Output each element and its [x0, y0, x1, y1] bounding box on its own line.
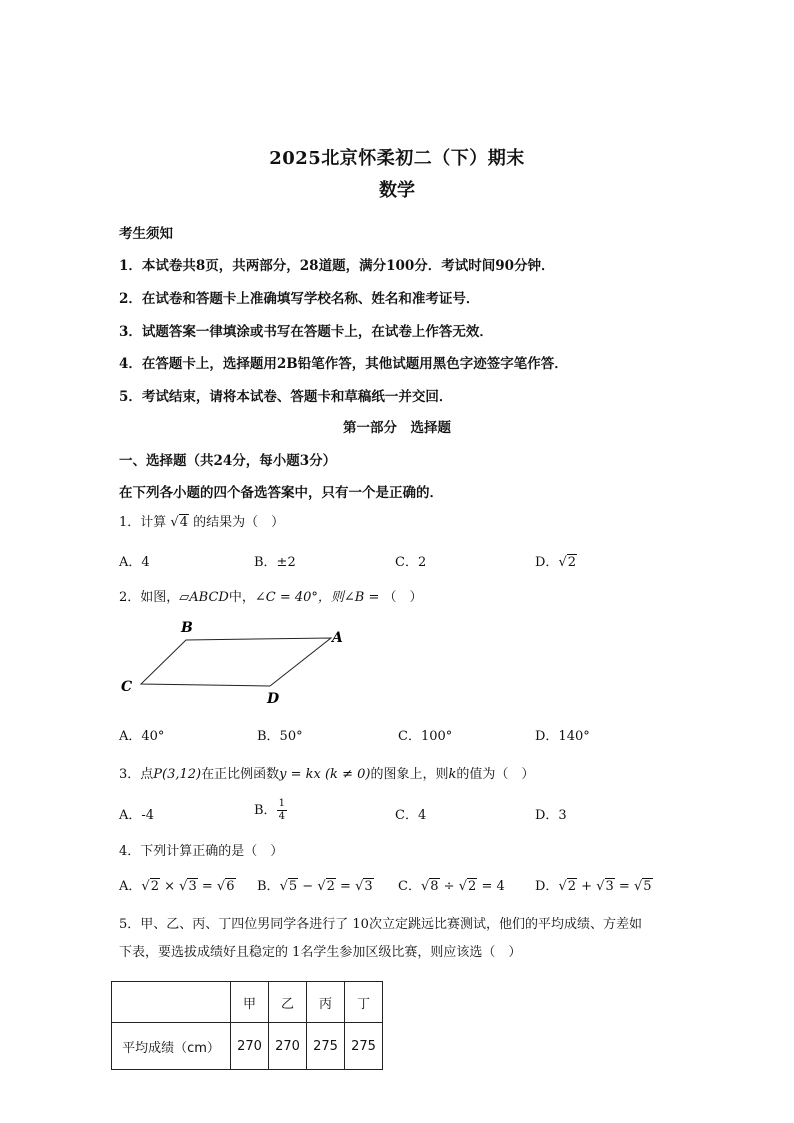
table-header-cell: 丁	[345, 982, 383, 1023]
parallelogram-shape	[141, 638, 331, 686]
fraction: $\frac{1}{4}$	[278, 798, 285, 822]
vertex-label-d: D	[267, 691, 280, 707]
question-1-option-b: B．±2	[254, 555, 296, 570]
score-table	[111, 981, 383, 1070]
parallelogram-figure	[110, 612, 360, 712]
table-header-cell: 乙	[269, 982, 307, 1023]
exam-subject: 数学	[379, 180, 415, 201]
table-cell: 平均成绩（cm）	[112, 1023, 231, 1070]
question-3-option-d: D．3	[535, 808, 567, 823]
question-2-option-d: D．140°	[535, 729, 590, 744]
question-2-option-a: A．40°	[119, 729, 165, 744]
question-1-option-a: A．4	[119, 555, 150, 570]
notice-item-4: 4．在答题卡上，选择题用2B铅笔作答，其他试题用黑色字迹签字笔作答．	[119, 356, 568, 372]
notice-item-5: 5．考试结束，请将本试卷、答题卡和草稿纸一并交回．	[119, 389, 453, 405]
question-1-option-c: C．2	[395, 555, 427, 570]
table-header-row	[112, 982, 383, 1023]
question-1-suffix: 的结果为（ ）	[193, 515, 285, 530]
question-1-stem	[119, 511, 284, 530]
question-2-option-c: C．100°	[398, 729, 453, 744]
question-3-option-a: A．-4	[119, 808, 155, 823]
point-p: P(3,12)	[153, 767, 202, 782]
question-4-option-d: D．√2 + √3 = √5	[535, 879, 652, 894]
table-header-cell: 甲	[231, 982, 269, 1023]
sqrt-symbol: √2	[558, 555, 577, 570]
table-cell: 270	[231, 1023, 269, 1070]
vertex-label-a: A	[332, 630, 343, 646]
part-title: 第一部分 选择题	[343, 420, 451, 436]
sqrt-symbol: √4	[170, 515, 188, 530]
table-cell: 275	[345, 1023, 383, 1070]
question-3-option-b: B． $\frac{1}{4}$	[254, 798, 285, 822]
parallelogram-symbol: ▱	[179, 590, 190, 605]
question-4-option-a: A．√2 × √3 = √6	[119, 879, 235, 894]
notice-heading: 考生须知	[119, 226, 173, 242]
question-5-line-2: 下表，要选拔成绩好且稳定的 1名学生参加区级比赛，则应该选（ ）	[119, 945, 522, 960]
question-4-option-b: B．√5 − √2 = √3	[257, 879, 373, 894]
exam-title: 2025北京怀柔初二（下）期末	[269, 148, 525, 169]
question-3-stem: 3．点P(3,12)在正比例函数y = kx (k ≠ 0)的图象上，则k的值为（ ）	[119, 767, 535, 782]
question-2-stem: 2．如图，▱ABCD中，∠C = 40°，则∠B = （ ）	[119, 590, 423, 605]
question-1-prefix: 1．计算	[119, 515, 167, 530]
notice-item-2: 2．在试卷和答题卡上准确填写学校名称、姓名和准考证号．	[119, 291, 480, 307]
question-1-option-d: D．√2	[535, 555, 577, 570]
function-expr: y = kx (k ≠ 0)	[279, 767, 371, 782]
table-cell: 275	[307, 1023, 345, 1070]
vertex-label-c: C	[121, 679, 133, 695]
question-2-option-b: B．50°	[257, 729, 303, 744]
notice-item-1: 1．本试卷共8页，共两部分，28道题，满分100分．考试时间90分钟．	[119, 258, 555, 274]
question-1-radicand: 4	[179, 515, 188, 530]
question-3-option-c: C．4	[395, 808, 427, 823]
vertex-label-b: B	[181, 620, 193, 636]
table-cell: 270	[269, 1023, 307, 1070]
question-4-option-c: C．√8 ÷ √2 = 4	[398, 879, 505, 894]
notice-item-3: 3．试题答案一律填涂或书写在答题卡上，在试卷上作答无效．	[119, 324, 493, 340]
section-instruction: 在下列各小题的四个备选答案中，只有一个是正确的．	[119, 485, 443, 501]
section-heading: 一、选择题（共24分，每小题3分）	[119, 453, 337, 469]
question-4-stem: 4．下列计算正确的是（ ）	[119, 844, 284, 859]
table-row	[112, 1023, 383, 1070]
table-header-cell: 丙	[307, 982, 345, 1023]
table-header-cell	[112, 982, 231, 1023]
question-5-line-1: 5．甲、乙、丙、丁四位男同学各进行了 10次立定跳远比赛测试，他们的平均成绩、方差如	[119, 917, 642, 932]
